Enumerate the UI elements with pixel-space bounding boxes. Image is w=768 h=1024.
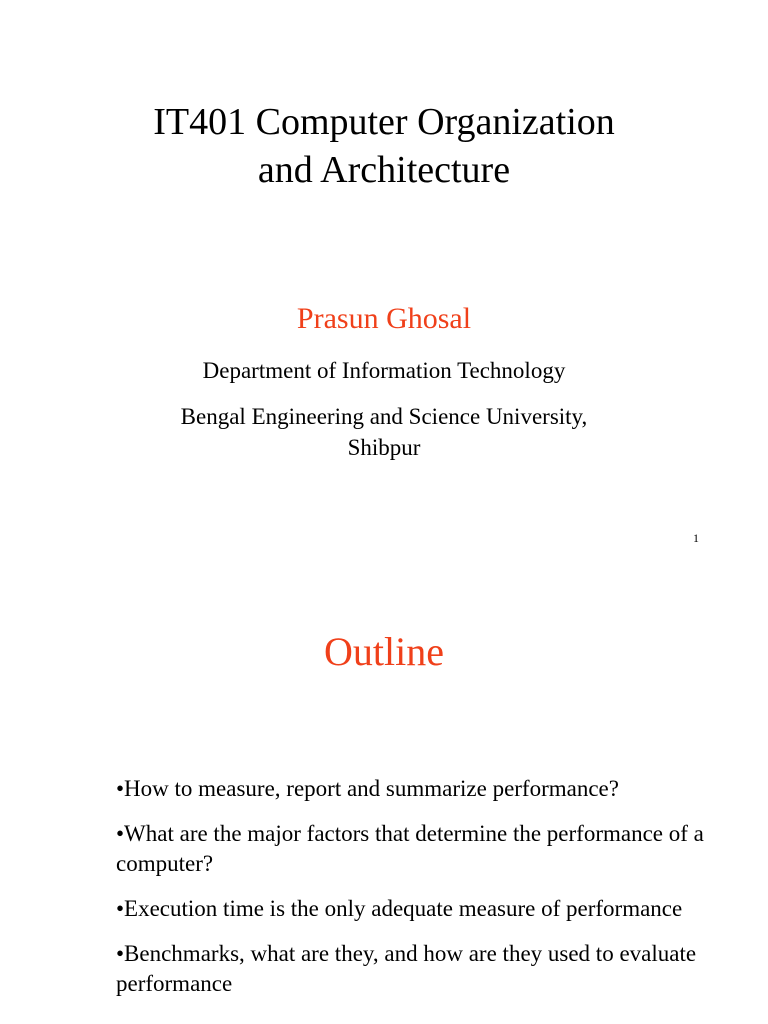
university-line-2: Shibpur [347,435,421,460]
page-number: 1 [693,531,699,545]
outline-bullet-item: •Execution time is the only adequate measure of performance [116,896,683,921]
outline-slide [0,560,768,1024]
department-name: Department of Information Technology [202,358,566,383]
outline-bullet-item: •What are the major factors that determine the performance of a computer? [116,821,704,876]
university-name [0,401,768,463]
author-name: Prasun Ghosal [296,302,472,335]
outline-bullet-item: •How to measure, report and summarize performance? [116,776,619,801]
slide-title [0,98,768,194]
outline-bullet-item: •Benchmarks, what are they, and how are they used to evaluate performance [116,941,697,996]
outline-heading: Outline [324,629,444,674]
slide-title-line-2: and Architecture [257,149,511,191]
slide-title-line-1: IT401 Computer Organization [153,101,615,143]
outline-bullet-list [116,774,716,1014]
university-line-1: Bengal Engineering and Science University, [180,404,588,429]
